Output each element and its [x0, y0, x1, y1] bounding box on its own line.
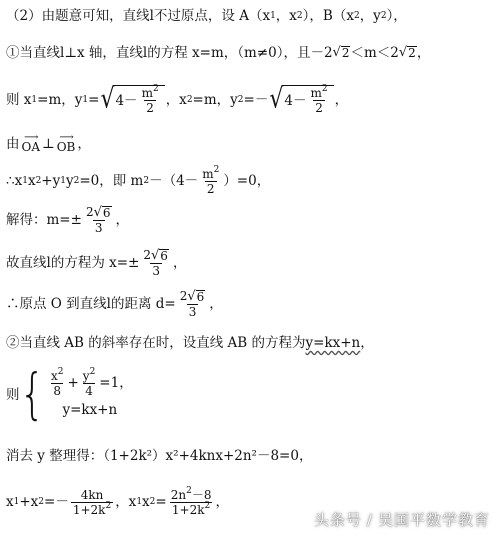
line-8: ∴原点 O 到直线l的距离 d= 2 √ 6 3 ，	[6, 289, 223, 319]
line-4: 由 ⟶ OA ⊥ ⟶ OB ，	[6, 132, 91, 154]
line-11: 消去 y 整理得：（1+2k²）x²+4knx+2n²－8=0，	[6, 448, 313, 464]
line-9: ②当直线 AB 的斜率存在时，设直线 AB 的方程为 y=kx+n ，	[6, 335, 374, 351]
radical-expression: √ 4－ $\frac{m^2}{2}$	[269, 85, 333, 115]
fraction: $\frac{x^2}{8}$	[50, 366, 64, 398]
sqrt-2: √ 2	[332, 45, 350, 60]
equation-system: $\frac{x^2}{8}$ + $\frac{y^2}{4}$ =1， y=kx+n	[50, 366, 133, 418]
line-7: 故直线l的方程为 x=± 2 √ 6 3 ，	[6, 248, 187, 278]
fraction: $\frac{m^2}{2}$	[310, 84, 328, 115]
sqrt-2: √ 2	[398, 45, 416, 60]
left-brace: {	[19, 363, 45, 427]
line-2: ①当直线l⊥x 轴，直线l的方程 x=m，（m≠0），且－2 √ 2 ＜m＜2 √ 2 ，	[6, 45, 431, 61]
line-3: 则 x 1 =m，y 1 = √ 4－ $\frac{m^2}{2}$ ，x 2 =m，y 2 =－ √ 4－ $\frac{m^2}{2}$ ，	[6, 83, 349, 115]
fraction: $\frac{4kn}{1+2k^2}$	[72, 487, 112, 517]
fraction: $\frac{2n^2-8}{1+2k^2}$	[170, 485, 212, 517]
line-12: x 1 +x 2 =－ $\frac{4kn}{1+2k^2}$ ，x 1 x 2 = $\frac{2n^2-8}{1+2k^2}$ ，	[6, 485, 229, 517]
line-5: ∴x 1 x 2 +y 1 y 2 =0，即 m 2 －（4－ $\frac{m^2}{2}$ ）=0，	[6, 164, 271, 196]
vector-ob: ⟶ OB	[56, 132, 76, 154]
fraction: $\frac{y^2}{4}$	[82, 366, 96, 398]
fraction: $\frac{m^2}{2}$	[202, 164, 220, 196]
line-6: 解得：m=± 2 √ 6 3 ，	[6, 205, 130, 235]
vector-oa: ⟶ OA	[21, 132, 41, 154]
line-1: （2）由题意可知，直线l不过原点，设 A（x 1 ，x 2 ），B（x 2 ，y 2 ），	[6, 8, 407, 24]
fraction: 2 √ 6 3	[179, 289, 205, 319]
fraction: 2 √ 6 3	[143, 248, 168, 278]
fraction: $\frac{m^2}{2}$	[141, 84, 159, 115]
watermark: 头条号 / 吴国平数学教育	[313, 510, 490, 529]
line-10-system: 则 { $\frac{x^2}{8}$ + $\frac{y^2}{4}$ =1， y=kx+n	[6, 363, 133, 427]
radical-expression: √ 4－ $\frac{m^2}{2}$	[100, 85, 164, 115]
fraction: 2 √ 6 3	[85, 205, 111, 235]
